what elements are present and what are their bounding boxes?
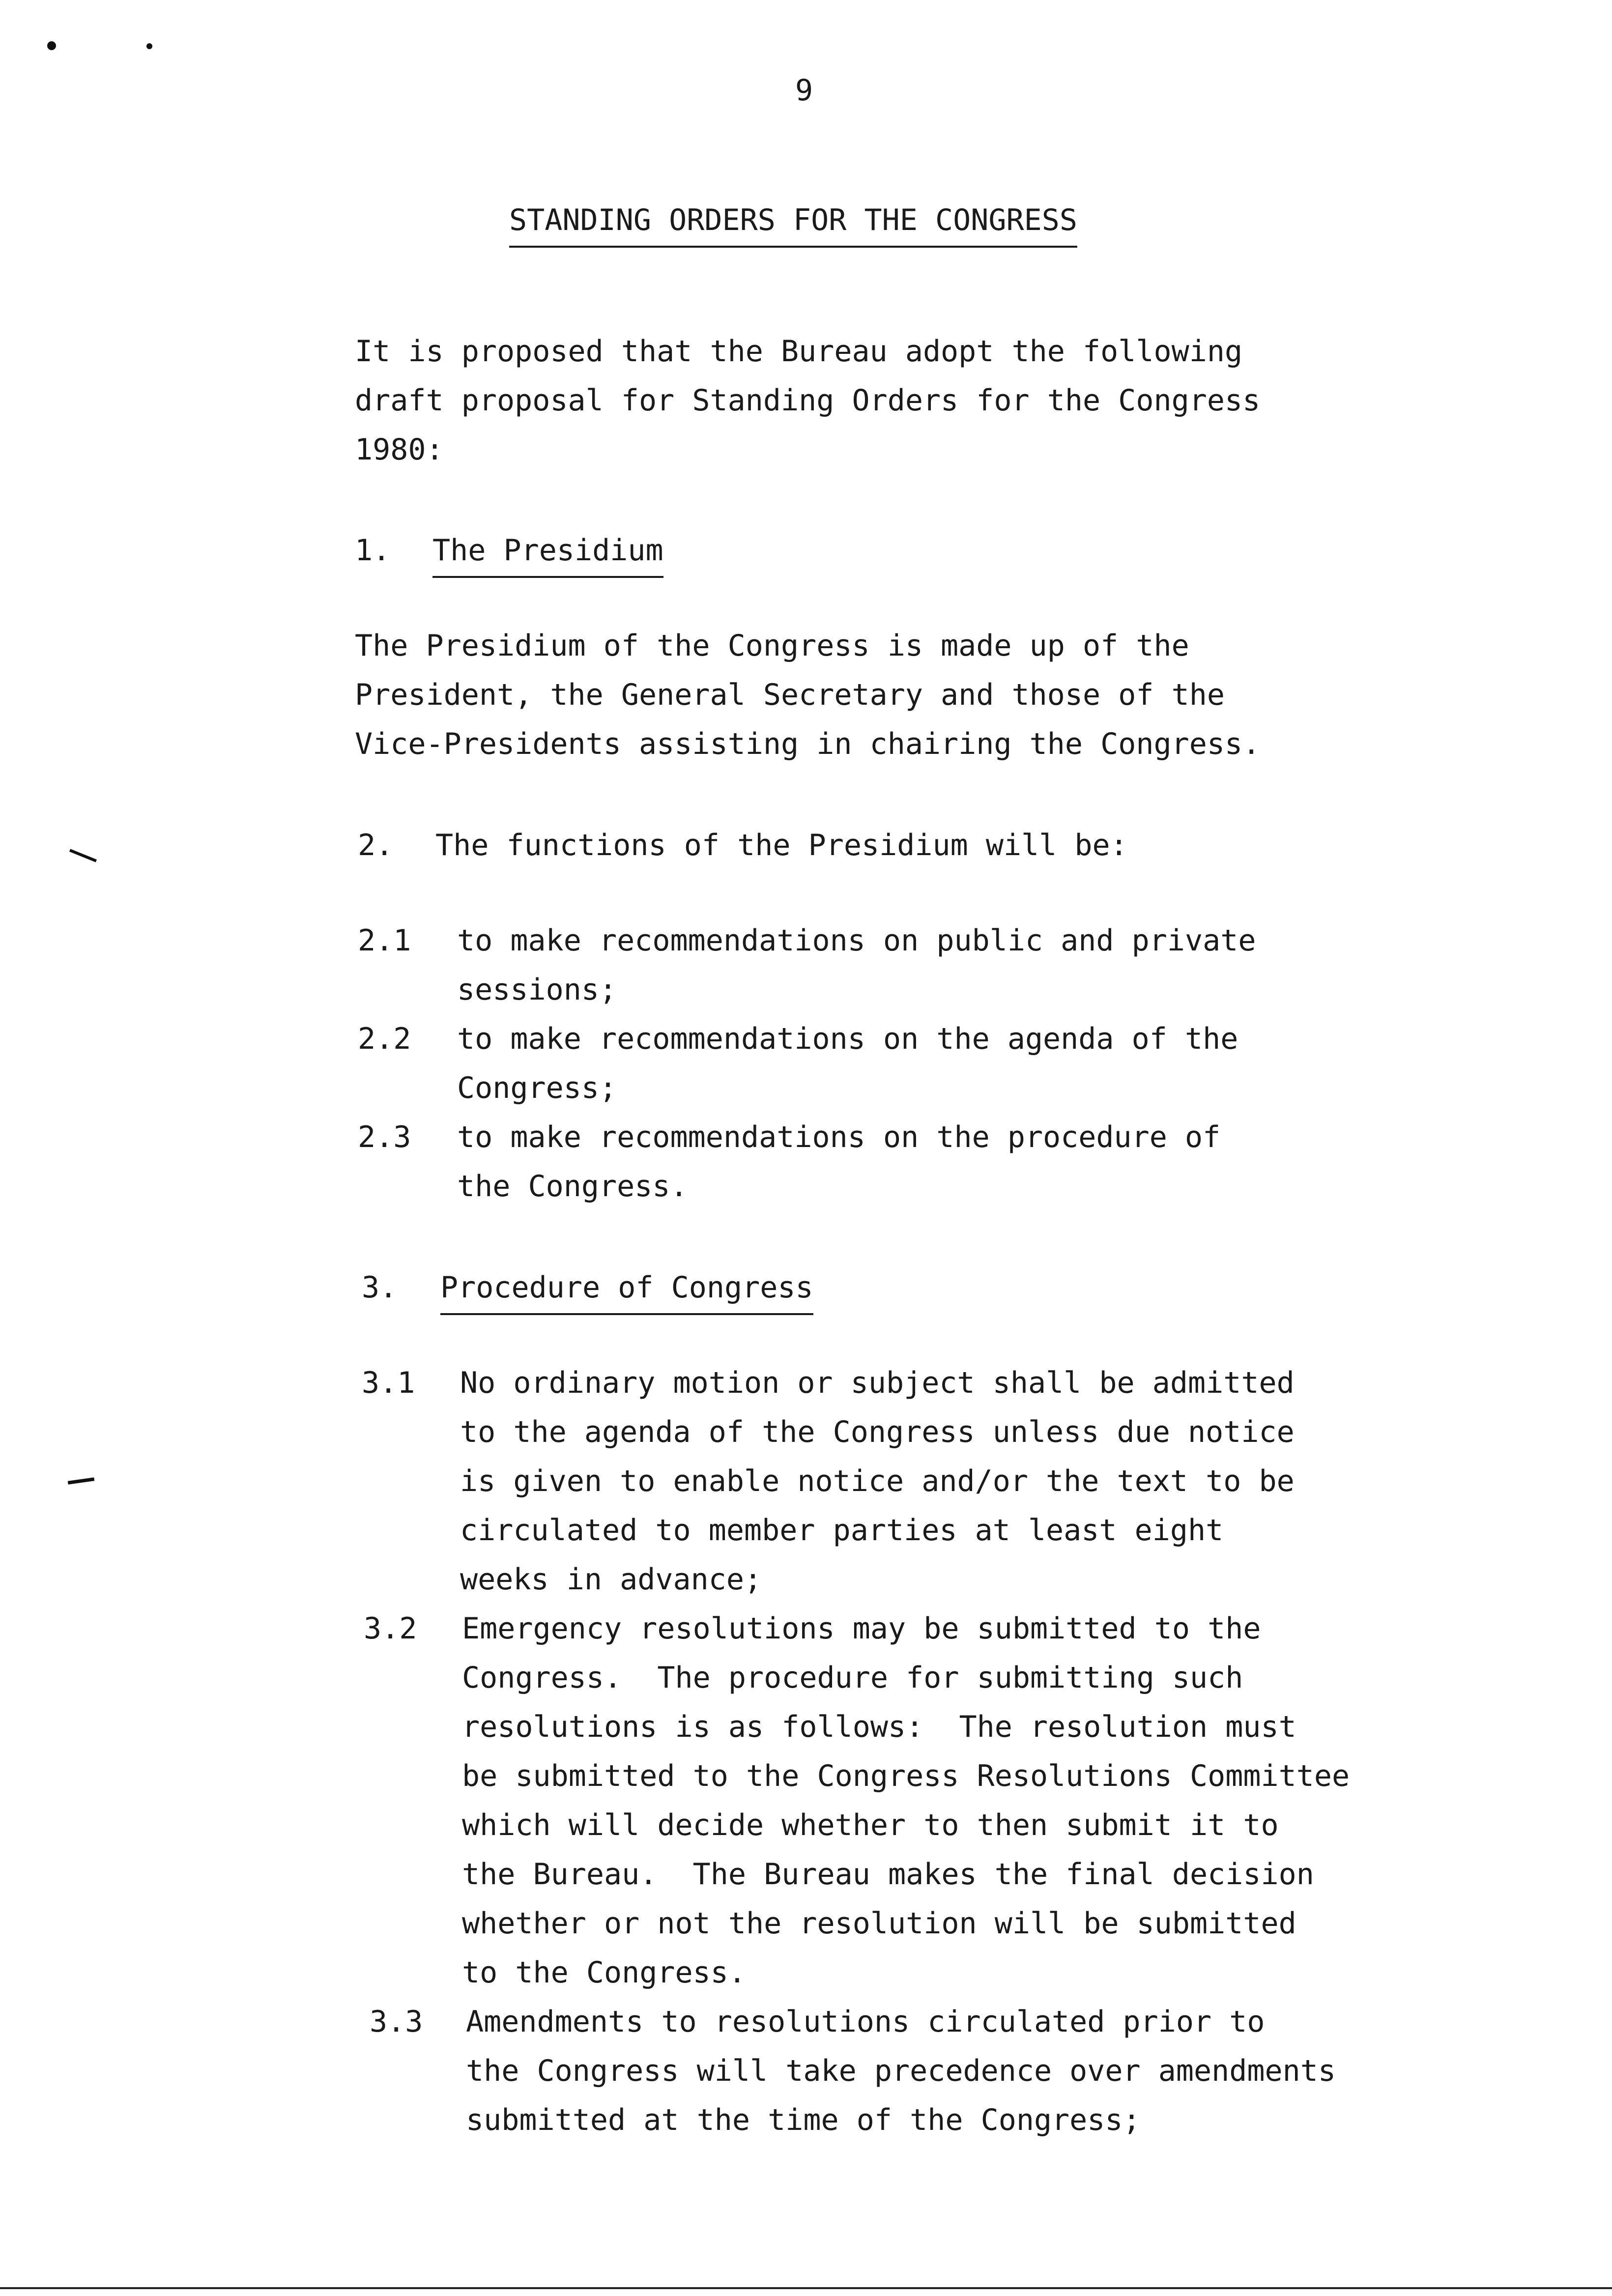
punch-mark — [69, 849, 97, 862]
item-line: to make recommendations on the procedure of — [457, 1120, 1221, 1154]
section-line: President, the General Secretary and those of the — [355, 678, 1225, 712]
scan-dot — [146, 43, 152, 49]
scan-dot — [47, 41, 56, 50]
intro-line: It is proposed that the Bureau adopt the following — [355, 334, 1243, 369]
item-line: which will decide whether to then submit it to — [462, 1808, 1279, 1842]
item-line: to make recommendations on public and private — [457, 923, 1256, 958]
item-line: the Bureau. The Bureau makes the final decision — [462, 1857, 1314, 1892]
item-line: to make recommendations on the agenda of the — [457, 1022, 1238, 1056]
item-line: the Congress will take precedence over amendments — [466, 2054, 1336, 2088]
intro-line: draft proposal for Standing Orders for the Congress — [355, 383, 1261, 418]
item-line: Congress. The procedure for submitting such — [462, 1661, 1243, 1695]
item-line: No ordinary motion or subject shall be admitted — [460, 1366, 1295, 1400]
item-line: is given to enable notice and/or the text to be — [460, 1464, 1295, 1498]
item-number: 2.3 — [358, 1120, 411, 1154]
item-number: 2.1 — [358, 923, 411, 958]
page-number: 9 — [795, 73, 813, 108]
item-number: 3.3 — [370, 2005, 423, 2039]
item-line: sessions; — [457, 973, 617, 1007]
punch-mark — [68, 1477, 94, 1484]
item-line: Amendments to resolutions circulated prior to — [466, 2005, 1265, 2039]
section-heading: Procedure of Congress — [440, 1263, 813, 1315]
bottom-edge-line — [0, 2287, 1612, 2289]
item-line: whether or not the resolution will be submitted — [462, 1906, 1296, 1941]
section-number: 3. — [362, 1270, 398, 1305]
item-line: resolutions is as follows: The resolution must — [462, 1710, 1296, 1744]
item-number: 2.2 — [358, 1022, 411, 1056]
item-number: 3.1 — [362, 1366, 415, 1400]
item-line: submitted at the time of the Congress; — [466, 2103, 1141, 2137]
intro-line: 1980: — [355, 432, 444, 467]
section-text: The functions of the Presidium will be: — [435, 828, 1128, 862]
item-line: the Congress. — [457, 1169, 688, 1204]
item-number: 3.2 — [364, 1611, 417, 1646]
section-number: 1. — [355, 533, 391, 568]
item-line: to the agenda of the Congress unless due notice — [460, 1415, 1295, 1449]
page-title: STANDING ORDERS FOR THE CONGRESS — [509, 196, 1077, 248]
item-line: weeks in advance; — [460, 1562, 762, 1597]
section-line: The Presidium of the Congress is made up of the — [355, 629, 1189, 663]
item-line: circulated to member parties at least eight — [460, 1513, 1224, 1548]
item-line: to the Congress. — [462, 1955, 746, 1990]
item-line: be submitted to the Congress Resolutions Committee — [462, 1759, 1350, 1793]
item-line: Emergency resolutions may be submitted to the — [462, 1611, 1261, 1646]
section-line: Vice-Presidents assisting in chairing the Congress. — [355, 727, 1261, 761]
section-heading: The Presidium — [432, 526, 663, 578]
section-number: 2. — [358, 828, 394, 862]
item-line: Congress; — [457, 1071, 617, 1105]
